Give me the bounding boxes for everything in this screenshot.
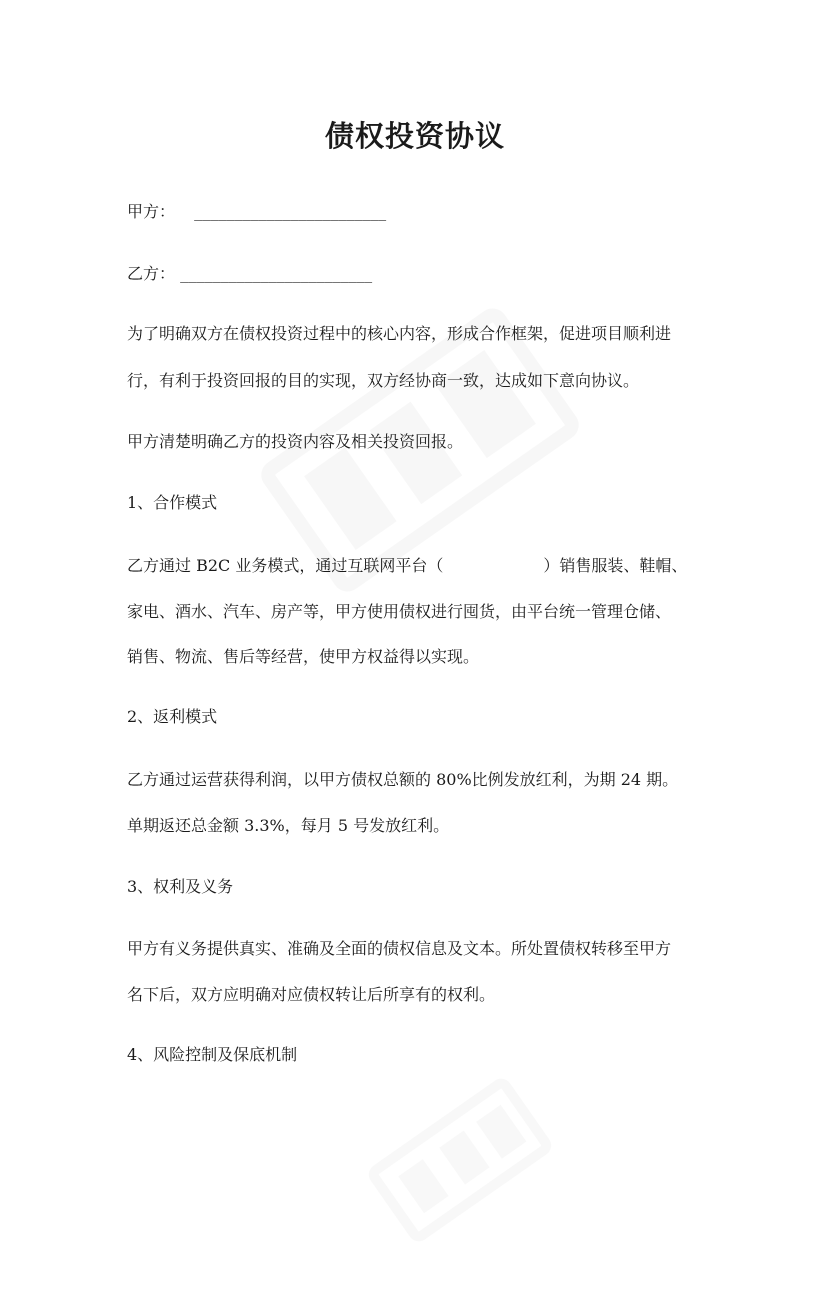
intro-line-2: 行，有利于投资回报的目的实现，双方经协商一致，达成如下意向协议。 [127, 371, 640, 390]
section-3-line-1: 甲方有义务提供真实、准确及全面的债权信息及文本。所处置债权转移至甲方 [127, 939, 672, 958]
party-b-label: 乙方： [127, 264, 176, 283]
statement: 甲方清楚明确乙方的投资内容及相关投资回报。 [127, 432, 464, 451]
party-a-label: 甲方： [127, 202, 176, 221]
party-b-line [127, 264, 707, 284]
party-a-blank: ________________________ [194, 202, 387, 221]
party-b-blank: ________________________ [180, 264, 373, 283]
section-1-heading: 1、合作模式 [127, 493, 218, 512]
party-a-line [127, 202, 707, 222]
section-3-heading: 3、权利及义务 [127, 877, 234, 896]
section-1-line-1-part-a: 乙方通过 B2C 业务模式，通过互联网平台（ [127, 556, 444, 575]
section-1-line-3: 销售、物流、售后等经营，使甲方权益得以实现。 [127, 647, 480, 666]
section-4-heading: 4、风险控制及保底机制 [127, 1045, 298, 1064]
section-1-line-1-part-b: ）销售服装、鞋帽、 [543, 556, 688, 575]
section-2-line-1: 乙方通过运营获得利润，以甲方债权总额的 80%比例发放红利，为期 24 期。 [127, 770, 679, 789]
section-1-line-1 [127, 556, 707, 576]
section-3-line-2: 名下后，双方应明确对应债权转让后所享有的权利。 [127, 985, 496, 1004]
section-2-heading: 2、返利模式 [127, 707, 218, 726]
intro-line-1: 为了明确双方在债权投资过程中的核心内容，形成合作框架，促进项目顺利进 [127, 324, 672, 343]
section-2-line-2: 单期返还总金额 3.3%，每月 5 号发放红利。 [127, 816, 450, 835]
section-1-line-2: 家电、酒水、汽车、房产等，甲方使用债权进行囤货，由平台统一管理仓储、 [127, 602, 672, 621]
document-title: 债权投资协议 [324, 119, 505, 153]
